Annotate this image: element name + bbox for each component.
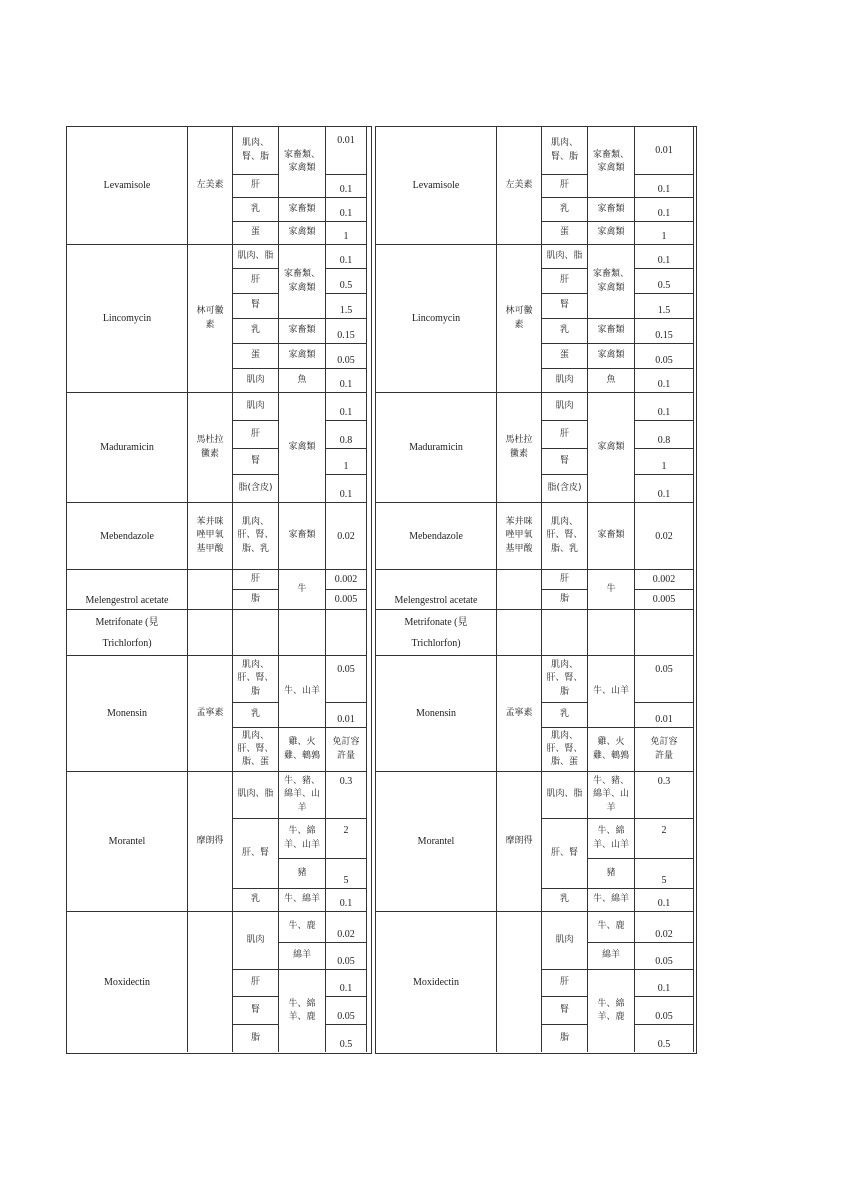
mrl-value: 0.05 [635,344,694,369]
drug-name-en: Melengestrol acetate [67,570,188,610]
drug-name-en: Metrifonate (見 Trichlorfon) [376,610,497,656]
tissue-cell: 乳 [233,889,279,912]
species-cell: 豬 [279,859,326,889]
mrl-value: 0.1 [635,970,694,997]
mrl-value: 5 [635,859,694,889]
mrl-value: 0.5 [326,269,367,294]
tissue-cell: 肝 [542,175,588,198]
empty-cell [497,610,542,656]
tissue-cell: 蛋 [233,344,279,369]
mrl-value: 0.005 [326,590,367,610]
tissue-cell: 肌肉、 肝、腎、 脂 [542,656,588,703]
mrl-table-right [375,126,697,1054]
species-cell: 牛、綿羊 [588,889,635,912]
mrl-value: 0.1 [326,475,367,503]
mrl-value: 0.1 [326,393,367,421]
drug-name-en: Levamisole [67,127,188,245]
mrl-value: 0.1 [326,245,367,269]
empty-cell [588,610,635,656]
tissue-cell: 肌肉、 肝、腎、 脂、乳 [233,503,279,570]
empty-cell [279,610,326,656]
tissue-cell: 脂(含皮) [542,475,588,503]
tissue-cell: 蛋 [542,344,588,369]
mrl-value: 0.02 [635,503,694,570]
species-cell: 牛 [279,570,326,610]
tissue-cell: 脂 [542,1025,588,1052]
mrl-value: 0.1 [326,198,367,222]
drug-name-en: Monensin [376,656,497,772]
species-cell: 家畜類 [279,503,326,570]
drug-name-zh: 左美素 [188,127,233,245]
mrl-value: 1.5 [635,294,694,319]
species-cell: 家畜類 [588,503,635,570]
mrl-value: 0.002 [326,570,367,590]
tissue-cell: 乳 [233,319,279,344]
species-cell: 牛、綿 羊、山羊 [588,819,635,859]
empty-cell [326,610,367,656]
mrl-value: 0.8 [635,421,694,449]
tissue-cell: 肝 [233,970,279,997]
mrl-value: 0.05 [635,943,694,970]
drug-name-en: Lincomycin [67,245,188,393]
species-cell: 家禽類 [279,393,326,503]
tissue-cell: 乳 [542,703,588,728]
drug-name-zh: 左美素 [497,127,542,245]
tissue-cell: 肝 [542,421,588,449]
tissue-cell: 肌肉 [233,912,279,970]
tissue-cell: 腎 [233,997,279,1025]
drug-name-zh: 孟寧素 [497,656,542,772]
mrl-value: 1.5 [326,294,367,319]
tissue-cell: 肌肉 [542,912,588,970]
mrl-value: 免訂容 許量 [326,728,367,772]
tissue-cell: 肌肉、 肝、腎、 脂、蛋 [542,728,588,772]
species-cell: 家禽類 [588,344,635,369]
tissue-cell: 肌肉、 腎、脂 [542,127,588,175]
tissue-cell: 肌肉 [233,369,279,393]
tissue-cell: 肝 [233,570,279,590]
drug-name-en: Lincomycin [376,245,497,393]
drug-name-en: Moxidectin [376,912,497,1052]
species-cell: 家畜類、 家禽類 [279,245,326,319]
drug-name-en: Maduramicin [376,393,497,503]
drug-name-zh: 林可黴 素 [188,245,233,393]
tissue-cell: 脂 [233,590,279,610]
tissue-cell: 腎 [542,449,588,475]
species-cell: 家畜類 [279,319,326,344]
tissue-cell: 腎 [233,294,279,319]
mrl-value: 1 [326,449,367,475]
drug-name-zh: 孟寧素 [188,656,233,772]
mrl-value: 2 [635,819,694,859]
species-cell: 家禽類 [588,222,635,245]
drug-name-en: Morantel [67,772,188,912]
mrl-value: 0.15 [326,319,367,344]
species-cell: 家畜類、 家禽類 [588,245,635,319]
species-cell: 家禽類 [588,393,635,503]
drug-name-en: Metrifonate (見 Trichlorfon) [67,610,188,656]
tissue-cell: 肌肉、 腎、脂 [233,127,279,175]
tissue-cell: 肌肉、 肝、腎、 脂、乳 [542,503,588,570]
mrl-value: 1 [326,222,367,245]
tissue-cell: 乳 [233,703,279,728]
species-cell: 牛、綿 羊、鹿 [279,970,326,1052]
mrl-value: 0.05 [326,656,367,703]
mrl-value: 0.3 [635,772,694,819]
drug-name-zh [188,570,233,610]
drug-name-zh: 苯并咪 唑甲氧 基甲酸 [188,503,233,570]
tissue-cell: 脂 [233,1025,279,1052]
tissue-cell: 肌肉、 肝、腎、 脂、蛋 [233,728,279,772]
tissue-cell: 腎 [542,294,588,319]
tissue-cell: 肝 [542,269,588,294]
drug-name-zh: 摩朗得 [497,772,542,912]
mrl-value: 1 [635,222,694,245]
tissue-cell: 脂 [542,590,588,610]
species-cell: 魚 [588,369,635,393]
mrl-value: 0.1 [635,889,694,912]
species-cell: 雞、火 雞、鵪鶉 [588,728,635,772]
species-cell: 家畜類 [588,319,635,344]
mrl-value: 0.05 [635,997,694,1025]
tissue-cell: 肌肉、脂 [542,245,588,269]
mrl-value: 5 [326,859,367,889]
drug-name-zh: 苯并咪 唑甲氧 基甲酸 [497,503,542,570]
drug-name-zh: 馬杜拉 黴素 [497,393,542,503]
species-cell: 雞、火 雞、鵪鶉 [279,728,326,772]
mrl-value: 0.1 [326,889,367,912]
tissue-cell: 腎 [542,997,588,1025]
species-cell: 綿羊 [279,943,326,970]
mrl-value: 0.02 [326,503,367,570]
tissue-cell: 肌肉 [542,369,588,393]
empty-cell [233,610,279,656]
species-cell: 豬 [588,859,635,889]
mrl-value: 0.05 [635,656,694,703]
tissue-cell: 肝 [233,421,279,449]
mrl-value: 0.005 [635,590,694,610]
mrl-value: 0.01 [326,703,367,728]
mrl-value: 0.5 [635,1025,694,1052]
mrl-value: 0.05 [326,997,367,1025]
tissue-cell: 肌肉、脂 [233,245,279,269]
species-cell: 家畜類、 家禽類 [279,127,326,198]
tissue-cell: 肝、腎 [542,819,588,889]
mrl-value: 0.1 [635,369,694,393]
tissue-cell: 肌肉、 肝、腎、 脂 [233,656,279,703]
drug-name-en: Morantel [376,772,497,912]
mrl-value: 0.1 [635,175,694,198]
mrl-table-left [66,126,372,1054]
drug-name-zh: 林可黴 素 [497,245,542,393]
mrl-value: 0.02 [326,912,367,943]
species-cell: 家畜類、 家禽類 [588,127,635,198]
mrl-value: 0.1 [635,245,694,269]
species-cell: 家禽類 [279,222,326,245]
drug-name-en: Levamisole [376,127,497,245]
mrl-value: 0.01 [635,127,694,175]
tissue-cell: 肌肉 [542,393,588,421]
tissue-cell: 肝、腎 [233,819,279,889]
species-cell: 家畜類 [279,198,326,222]
drug-name-zh: 馬杜拉 黴素 [188,393,233,503]
tissue-cell: 乳 [542,319,588,344]
mrl-value: 1 [635,449,694,475]
mrl-value: 0.5 [635,269,694,294]
drug-name-en: Moxidectin [67,912,188,1052]
mrl-value: 0.1 [635,393,694,421]
mrl-value: 免訂容 許量 [635,728,694,772]
species-cell: 牛、豬、 綿羊、山 羊 [279,772,326,819]
drug-name-en: Melengestrol acetate [376,570,497,610]
tissue-cell: 肝 [233,269,279,294]
mrl-value: 0.3 [326,772,367,819]
drug-name-zh [497,570,542,610]
empty-cell [188,610,233,656]
tissue-cell: 乳 [542,198,588,222]
species-cell: 牛、綿 羊、鹿 [588,970,635,1052]
empty-cell [542,610,588,656]
mrl-value: 0.02 [635,912,694,943]
mrl-value: 0.1 [326,970,367,997]
drug-name-zh: 摩朗得 [188,772,233,912]
mrl-value: 0.1 [326,369,367,393]
mrl-value: 0.1 [635,198,694,222]
mrl-value: 0.15 [635,319,694,344]
mrl-value: 0.05 [326,943,367,970]
species-cell: 綿羊 [588,943,635,970]
mrl-value: 0.5 [326,1025,367,1052]
drug-name-en: Monensin [67,656,188,772]
drug-name-en: Maduramicin [67,393,188,503]
species-cell: 牛、鹿 [588,912,635,943]
species-cell: 魚 [279,369,326,393]
mrl-value: 0.01 [326,127,367,175]
tissue-cell: 肝 [542,970,588,997]
species-cell: 牛 [588,570,635,610]
species-cell: 牛、豬、 綿羊、山 羊 [588,772,635,819]
mrl-value: 0.1 [635,475,694,503]
mrl-value: 0.1 [326,175,367,198]
species-cell: 牛、山羊 [588,656,635,728]
drug-name-zh [497,912,542,1052]
tissue-cell: 乳 [542,889,588,912]
mrl-value: 0.002 [635,570,694,590]
tissue-cell: 蛋 [233,222,279,245]
species-cell: 家禽類 [279,344,326,369]
empty-cell [635,610,694,656]
tissue-cell: 肌肉 [233,393,279,421]
tissue-cell: 乳 [233,198,279,222]
drug-name-en: Mebendazole [376,503,497,570]
mrl-value: 0.01 [635,703,694,728]
tissue-cell: 肌肉、脂 [233,772,279,819]
tissue-cell: 肌肉、脂 [542,772,588,819]
tissue-cell: 腎 [233,449,279,475]
mrl-value: 0.05 [326,344,367,369]
tissue-cell: 肝 [233,175,279,198]
species-cell: 牛、鹿 [279,912,326,943]
species-cell: 家畜類 [588,198,635,222]
tissue-cell: 蛋 [542,222,588,245]
drug-name-zh [188,912,233,1052]
species-cell: 牛、山羊 [279,656,326,728]
mrl-value: 0.8 [326,421,367,449]
species-cell: 牛、綿羊 [279,889,326,912]
mrl-value: 2 [326,819,367,859]
tissue-cell: 脂(含皮) [233,475,279,503]
species-cell: 牛、綿 羊、山羊 [279,819,326,859]
drug-name-en: Mebendazole [67,503,188,570]
tissue-cell: 肝 [542,570,588,590]
